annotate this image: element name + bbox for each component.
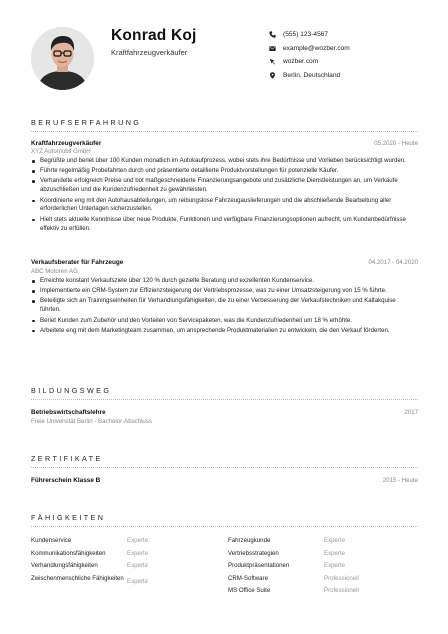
link-icon [268,58,276,66]
candidate-name: Konrad Koj [111,27,197,44]
skill-name: MS Office Suite [228,587,271,594]
education-degree: Betriebswirtschaftslehre [31,409,106,416]
job-achievements [31,277,418,337]
skill-item [31,550,211,557]
section-divider [31,526,418,527]
skill-item [228,550,408,557]
contact-location [268,69,350,83]
skill-name: Fahrzeugkunde [228,537,271,544]
section-divider [31,467,418,468]
skill-name: Produktpräsentationen [228,562,290,569]
skill-level: Experte [127,578,149,586]
job-company: XYZ Automobil GmbH [31,148,91,155]
contact-location-text: Berlin, Deutschland [283,72,341,80]
skill-item [228,587,408,594]
skill-item [228,575,408,582]
candidate-job-title: Kraftfahrzeugverkäufer [111,48,188,57]
section-title-experience: BERUFSERFAHRUNG [31,118,142,127]
achievement-item: Koordinierte eng mit den Autohausabteilungen, um reibungslose Fahrzeugauslieferungen und die abschließende Bearbeitung aller erforderlichen Unterlagen sicherzustellen. [31,197,418,215]
achievement-item: Arbeitete eng mit dem Marketingteam zusammen, um ansprechende Produktmaterialien zu entwickeln, die den Verkauf förderten. [31,327,418,336]
job-title: Verkaufsberater für Fahrzeuge [31,259,124,266]
education-year: 2017 [404,409,418,416]
skill-name: Zwischenmenschliche Fähigkeiten [31,574,124,582]
section-title-certificates: ZERTIFIKATE [31,454,103,463]
skills-column-left [31,537,211,591]
achievement-item: Beteiligte sich an Trainingseinheiten für Verhandlungsfähigkeiten, die zu einer Verbesserung der Verkaufstechniken und Kaltakquise führten. [31,297,418,315]
certificate-name: Führerschein Klasse B [31,477,101,484]
job-dates: 05.2020 - Heute [374,140,418,147]
section-title-education: BILDUNGSWEG [31,386,112,395]
skill-name: Verhandlungsfähigkeiten [31,562,98,569]
skill-name: Kommunikationsfähigkeiten [31,549,106,557]
education-school: Freie Universität Berlin - Bachelor-Abschluss [31,418,152,425]
skill-level: Experte [127,549,149,557]
contact-email-text: example@wozber.com [283,44,350,52]
skill-name: Vertriebsstrategien [228,549,279,557]
contact-phone-text: (555) 123-4567 [283,31,329,39]
skills-column-right [228,537,408,600]
section-divider [31,131,418,132]
profile-photo [31,27,94,90]
contact-phone [268,28,350,42]
skill-item [31,575,211,586]
job-title: Kraftfahrzeugverkäufer [31,140,102,147]
achievement-item: Verhandelte erfolgreich Preise und bot maßgeschneiderte Finanzierungsangebote und zusätzliche Dienstleistungen an, um Verkäufe abzuschließen und die Kundenzufriedenheit zu gewährleisten. [31,177,418,195]
skill-item [228,537,408,544]
contact-email [268,42,350,56]
contact-list [268,28,350,82]
achievement-item: Implementierte ein CRM-System zur Effizienzsteigerung der Vertriebsprozesse, was zu einer Umsatzsteigerung von 15 % führte. [31,287,418,296]
achievement-item: Beriet Kunden zum Zubehör und den Vorteilen von Servicepaketen, was die Kundenzufriedenheit um 18 % erhöhte. [31,317,418,326]
job-company: ABC Motoren AG [31,268,78,275]
contact-website [268,55,350,69]
skill-level: Experte [127,537,149,544]
skill-level: Experte [324,549,346,557]
phone-icon [268,31,276,39]
skill-level: Experte [324,562,346,569]
skill-level: Experte [127,562,149,569]
skill-name: Kundenservice [31,537,72,544]
skill-level: Professionell [324,574,359,582]
certificate-dates: 2015 - Heute [382,477,418,484]
contact-website-text: wozber.com [283,58,319,66]
skill-item [31,562,211,569]
skill-item [228,562,408,569]
skill-level: Professionell [324,587,359,594]
job-dates: 04.2017 - 04.2020 [368,259,418,266]
email-icon [268,44,276,52]
location-icon [268,72,276,80]
section-title-skills: FÄHIGKEITEN [31,513,106,522]
section-divider [31,399,418,400]
job-achievements [31,157,418,235]
skill-item [31,537,211,544]
skill-level: Experte [324,537,346,544]
achievement-item: Erreichte konstant Verkaufsziele über 120 % durch gezielte Beratung und exzellenten Kundenservice. [31,277,418,286]
achievement-item: Begrüßte und beriet über 100 Kunden monatlich im Autokaufprozess, wobei stets ihre Bedürfnisse und Vorlieben berücksichtigt wurden. [31,157,418,166]
achievement-item: Hielt stets aktuelle Kenntnisse über neue Produkte, Funktionen und verfügbare Finanzierungsoptionen aufrecht, um Kundenbedürfnisse effektiv zu erfüllen. [31,216,418,234]
skill-name: CRM-Software [228,574,268,582]
achievement-item: Führte regelmäßig Probefahrten durch und präsentierte detaillierte Produktvorstellungen für potenzielle Käufer. [31,167,418,176]
